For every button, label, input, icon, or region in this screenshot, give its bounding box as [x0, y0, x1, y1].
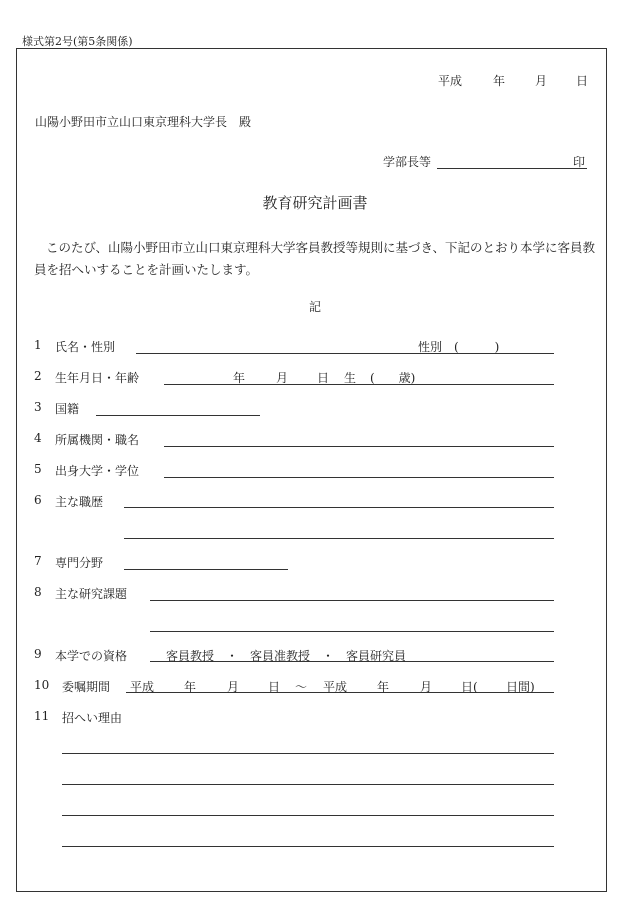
item-7-label: 専門分野: [55, 556, 104, 570]
addressee: 山陽小野田市立山口東京理科大学長 殿: [35, 115, 252, 129]
dean-name-line[interactable]: [437, 168, 587, 169]
career-line-1[interactable]: [124, 507, 554, 508]
dean-label: 学部長等: [383, 155, 432, 169]
item-1-number: 1: [34, 338, 42, 352]
reason-line-3[interactable]: [62, 815, 554, 816]
period-end-month-unit: 月: [420, 680, 433, 694]
item-10-label: 委嘱期間: [62, 680, 111, 694]
birth-year-unit: 年: [233, 371, 246, 385]
birth-sei: 生: [344, 371, 357, 385]
alma-mater-line[interactable]: [164, 477, 554, 478]
period-end-year-unit: 年: [377, 680, 390, 694]
item-3-label: 国籍: [55, 402, 80, 416]
birthdate-line[interactable]: [164, 384, 554, 385]
intro-paragraph: このたび、山陽小野田市立山口東京理科大学客員教授等規則に基づき、下記のとおり本学に客員教員を招へいすることを計画いたします。: [34, 240, 596, 277]
period-end-day-unit: 日(: [461, 680, 478, 694]
item-7-number: 7: [34, 554, 42, 568]
item-8-number: 8: [34, 585, 42, 599]
item-1-label: 氏名・性別: [55, 340, 116, 354]
item-9-number: 9: [34, 647, 42, 661]
item-11-number: 11: [34, 709, 50, 723]
period-start-era: 平成: [130, 680, 155, 694]
research-line-2[interactable]: [150, 631, 554, 632]
birth-day-unit: 日: [317, 371, 330, 385]
seal-mark: 印: [573, 155, 586, 169]
career-line-2[interactable]: [124, 538, 554, 539]
reason-line-2[interactable]: [62, 784, 554, 785]
item-6-label: 主な職歴: [55, 495, 104, 509]
gender-field: 性別 ( ): [418, 340, 500, 354]
period-start-year-unit: 年: [184, 680, 197, 694]
ki-heading: 記: [308, 300, 321, 314]
form-number-label: 様式第2号(第5条関係): [22, 35, 133, 48]
period-tilde: ～: [295, 680, 308, 694]
period-end-era: 平成: [323, 680, 348, 694]
item-2-label: 生年月日・年齢: [55, 371, 140, 385]
specialty-line[interactable]: [124, 569, 288, 570]
birth-month-unit: 月: [276, 371, 289, 385]
date-day: 日: [576, 74, 589, 88]
item-5-label: 出身大学・学位: [55, 464, 140, 478]
period-start-day-unit: 日: [268, 680, 281, 694]
research-line-1[interactable]: [150, 600, 554, 601]
date-era: 平成: [438, 74, 463, 88]
item-3-number: 3: [34, 400, 42, 414]
document-title: 教育研究計画書: [262, 194, 368, 212]
item-6-number: 6: [34, 493, 42, 507]
item-5-number: 5: [34, 462, 42, 476]
date-month: 月: [535, 74, 548, 88]
item-4-number: 4: [34, 431, 42, 445]
item-2-number: 2: [34, 369, 42, 383]
age-field: ( 歳): [370, 371, 416, 385]
item-11-label: 招へい理由: [62, 711, 123, 725]
qualification-options[interactable]: 客員教授 ・ 客員准教授 ・ 客員研究員: [166, 649, 407, 663]
item-10-number: 10: [34, 678, 50, 692]
affiliation-line[interactable]: [164, 446, 554, 447]
reason-line-4[interactable]: [62, 846, 554, 847]
nationality-line[interactable]: [96, 415, 260, 416]
period-start-month-unit: 月: [227, 680, 240, 694]
item-4-label: 所属機関・職名: [55, 433, 140, 447]
period-days: 日間): [506, 680, 535, 694]
item-9-label: 本学での資格: [55, 649, 128, 663]
date-year: 年: [493, 74, 506, 88]
reason-line-1[interactable]: [62, 753, 554, 754]
item-8-label: 主な研究課題: [55, 587, 128, 601]
